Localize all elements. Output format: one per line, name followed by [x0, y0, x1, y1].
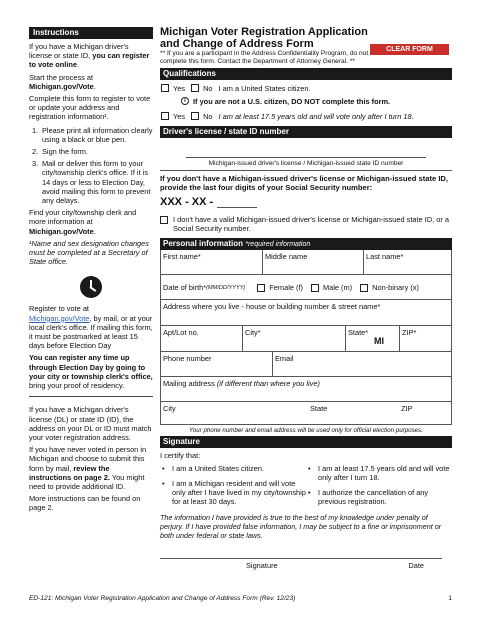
nonbinary-checkbox[interactable] — [360, 284, 368, 292]
first-name-field[interactable]: First name* — [163, 252, 201, 261]
clock-icon — [80, 276, 102, 298]
list-item: • I authorize the cancellation of any previous registration. — [308, 488, 429, 506]
clerk-note: Find your city/township clerk and more information at Michigan.gov/Vote. — [29, 208, 137, 236]
list-item: 1. Please print all information clearly using a black or blue pen. — [32, 125, 153, 144]
form-column — [160, 27, 452, 570]
apt-field[interactable]: Apt/Lot no. — [163, 328, 199, 337]
certify-list — [160, 464, 452, 506]
personal-heading: Personal information *required information — [160, 238, 452, 250]
mailing-city-row — [161, 402, 451, 424]
age-yes-checkbox[interactable] — [161, 112, 169, 120]
instructions-column — [29, 27, 153, 513]
female-checkbox[interactable] — [257, 284, 265, 292]
signature-heading: Signature — [160, 436, 452, 448]
footnote: ¹Name and sex designation changes must be completed at a Secretary of State office. — [29, 238, 149, 267]
vote-link[interactable]: Michigan.gov/Vote — [29, 226, 94, 236]
steps-list — [29, 126, 153, 206]
address-field[interactable]: Address where you live - house or building number & street name* — [163, 302, 381, 311]
mailing-city-field[interactable]: City — [163, 404, 176, 413]
online-note: If you have a Michigan driver's license or state ID, you can register to vote online. — [29, 42, 150, 70]
list-item: 3. Mail or deliver this form to your city/township clerk's office. If it is 14 days or less to Election Day, avoid mailing this form to prevent any delays. — [32, 159, 151, 206]
email-field[interactable]: Email — [272, 352, 451, 376]
register-note: Register to vote at Michigan.gov/Vote, by mail, or at your local clerk's office. If mailing this form, it must be postmarked at least 15 days before Election Day — [29, 304, 153, 351]
mailing-row — [161, 377, 451, 402]
dl-number-field[interactable] — [186, 140, 426, 158]
middle-name-field[interactable]: Middle name — [262, 250, 363, 274]
perjury-statement: The information I have provided is true to the best of my knowledge under penalty of perjury. If I have provided false information, I may be subject to a fine or imprisonment or both under federal or state laws. — [160, 513, 442, 541]
state-field[interactable]: State* MI — [345, 326, 399, 351]
instructions-heading: Instructions — [29, 27, 153, 39]
form-title: Michigan Voter Registration Application and Change of Address Form — [160, 26, 368, 50]
male-checkbox[interactable] — [311, 284, 319, 292]
signature-labels — [160, 561, 452, 570]
clock-icon-wrap — [29, 276, 153, 298]
dl-number-label: Michigan-issued driver's license / Michigan-issued state ID number — [208, 159, 404, 167]
signature-line[interactable] — [160, 541, 442, 559]
dl-heading: Driver's license / state ID number — [160, 126, 452, 138]
address-row — [161, 300, 451, 326]
mailing-zip-field[interactable]: ZIP — [401, 404, 413, 413]
personal-box — [160, 250, 452, 425]
age-no-checkbox[interactable] — [191, 112, 199, 120]
ssn-last4-input[interactable] — [217, 198, 257, 208]
mailing-address-field[interactable]: Mailing address (if different than where you live) — [163, 379, 320, 388]
list-item: 2. Sign the form. — [32, 147, 89, 157]
city-row — [161, 326, 451, 352]
start-note: Start the process at Michigan.gov/Vote. — [29, 72, 96, 91]
list-item: • I am a United States citizen. — [162, 464, 265, 473]
citizen-yes-checkbox[interactable] — [161, 84, 169, 92]
acp-note: ** If you are a participant in the Address Confidentiality Program, do not complete this form. Contact the Department of Attorney General. ** — [160, 50, 369, 65]
contact-row — [161, 352, 451, 377]
vote-link[interactable]: Michigan.gov/Vote — [29, 81, 94, 91]
citizen-row: Yes No I am a United States citizen. — [160, 82, 452, 95]
no-id-checkbox[interactable] — [160, 216, 168, 224]
citizen-no-checkbox[interactable] — [191, 84, 199, 92]
more-note: More instructions can be found on page 2. — [29, 494, 141, 513]
mailing-state-field[interactable]: State — [310, 404, 328, 413]
last-name-field[interactable]: Last name* — [363, 250, 451, 274]
name-row — [161, 250, 451, 275]
list-item: • I am a Michigan resident and will vote only after I have lived in my city/township for at least 30 days. — [162, 479, 306, 506]
ssn-mask: XXX - XX - — [160, 196, 214, 208]
zip-field[interactable]: ZIP* — [399, 326, 451, 351]
complete-note: Complete this form to register to vote or update your address and registration information¹. — [29, 94, 151, 122]
state-value: MI — [374, 336, 384, 346]
citizen-warning: i If you are not a U.S. citizen, DO NOT complete this form. — [160, 95, 452, 108]
certify-label: I certify that: — [160, 451, 201, 460]
no-id-row: I don't have a valid Michigan-issued driver's license or Michigan-issued state ID, or a Social Security number. — [160, 215, 452, 233]
page-footer — [29, 595, 452, 602]
ssn-instruction: If you don't have a Michigan-issued driver's license or Michigan-issued state ID, provide the last four digits of your Social Security number: — [160, 173, 449, 192]
phone-field[interactable]: Phone number — [163, 354, 212, 363]
clear-form-button[interactable]: CLEAR FORM — [370, 44, 449, 55]
dob-row — [161, 275, 451, 300]
info-icon: i — [181, 97, 189, 105]
divider — [160, 170, 452, 171]
register-link[interactable]: Michigan.gov/Vote — [29, 313, 90, 323]
signature-label: Signature — [246, 560, 278, 570]
dob-field[interactable]: Date of birth* (MM/DD/YYYY) Female (f) Male (m) Non-binary (x) — [163, 283, 419, 292]
page-number: 1 — [448, 595, 452, 602]
dl-match-note: If you have a Michigan driver's license (DL) or state ID (ID), the address on your DL or ID must match your voter registration address. — [29, 405, 152, 442]
ssn-row — [160, 196, 452, 208]
qualifications-heading: Qualifications — [160, 68, 452, 80]
list-item: • I am at least 17.5 years old and will vote only after I turn 18. — [308, 464, 450, 482]
anytime-note: You can register any time up through Election Day by going to your city or township clerk's office, bring your proof of residency. — [29, 353, 153, 391]
privacy-note: Your phone number and email address will be used only for official election purposes. — [189, 427, 423, 434]
divider — [29, 396, 153, 397]
date-label: Date — [408, 560, 424, 570]
city-field[interactable]: City* — [242, 326, 345, 351]
never-voted-note: If you have never voted in person in Michigan and choose to submit this form by mail, review the instructions on page 2. You might need to provide additional ID. — [29, 445, 147, 491]
age-row: Yes No I am at least 17.5 years old and will vote only after I turn 18. — [160, 110, 452, 123]
form-id: ED-121: Michigan Voter Registration Application and Change of Address Form (Rev. 12/23) — [29, 595, 296, 602]
